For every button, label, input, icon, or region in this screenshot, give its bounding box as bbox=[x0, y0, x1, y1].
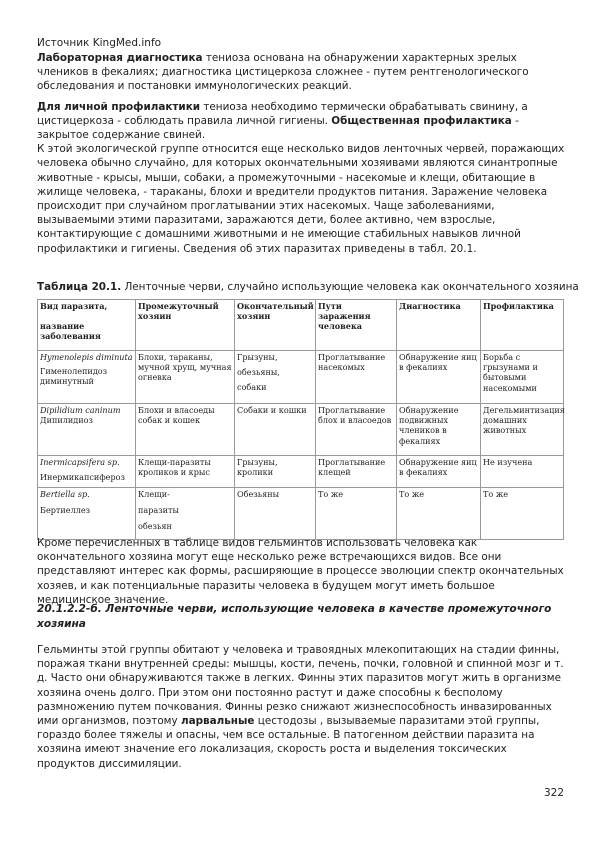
table-header-row bbox=[38, 300, 564, 351]
lab-diagnosis-text: тениоза основана на обнаружении характерных зрелых члеников в фекалиях; диагностика цистицеркоза сложнее - путем рентгенологического обследования и постановки иммунологических реакций. bbox=[37, 52, 529, 93]
section-heading: 20.1.2.2-б. Ленточные черви, использующие человека в качестве промежуточного хозяина bbox=[37, 603, 552, 630]
after-table-paragraph: Кроме перечисленных в таблице видов гельминтов использовать человека как окончательного хозяина могут еще несколько реже встречающихся видов. Все они представляют интерес как формы, расширяющие в процессе эволюции спектр окончательных хозяев, и как потенциальные паразиты человека в будущем могут иметь большое медицинское значение. bbox=[37, 537, 564, 606]
final-line: собаки bbox=[237, 382, 267, 393]
table-row bbox=[38, 351, 564, 404]
header-species-line1: Вид паразита, bbox=[40, 301, 108, 311]
header-final-host: Окончательный хозяин bbox=[235, 300, 316, 351]
cell-diagnosis: То же bbox=[397, 488, 481, 540]
table-caption-text: Ленточные черви, случайно использующие человека как окончательного хозяина bbox=[121, 281, 579, 293]
header-species bbox=[38, 300, 136, 351]
final-text-2: цестодозы , вызываемые паразитами этой группы, гораздо более тяжелы и опасны, чем все остальные. В патогенном действии паразита на хозяина имеют значение его локализация, скорость роста и выделения токсических продуктов диссимиляции. bbox=[37, 715, 540, 770]
cell-prevention: Дегельминтизация домашних животных bbox=[481, 404, 564, 456]
header-infection-route: Пути заражения человека bbox=[316, 300, 397, 351]
table-row bbox=[38, 488, 564, 540]
cell-diagnosis: Обнаружение яиц в фекалиях bbox=[397, 351, 481, 404]
final-line: Грызуны, bbox=[237, 352, 278, 362]
intermediate-line: паразиты bbox=[138, 505, 179, 516]
cell-prevention: То же bbox=[481, 488, 564, 540]
final-line: обезьяны, bbox=[237, 367, 280, 378]
intermediate-line: обезьян bbox=[138, 521, 172, 532]
cell-diagnosis: Обнаружение подвижных члеников в фекалиях bbox=[397, 404, 481, 456]
cell-intermediate: Блохи, тараканы, мучной хрущ, мучная огневка bbox=[136, 351, 235, 404]
header-intermediate-host: Промежуточный хозяин bbox=[136, 300, 235, 351]
cell-species bbox=[38, 404, 136, 456]
disease-name: Дипилидиоз bbox=[40, 415, 93, 426]
personal-prophylaxis-term: Для личной профилактики bbox=[37, 100, 201, 113]
table-row bbox=[38, 404, 564, 456]
species-latin: Bertiella sp. bbox=[40, 489, 90, 499]
lab-diagnosis-paragraph bbox=[37, 51, 567, 94]
larval-term: ларвальные bbox=[180, 715, 255, 728]
cell-route: Проглатывание клещей bbox=[316, 456, 397, 488]
species-latin: Hymenolepis diminuta bbox=[40, 352, 133, 362]
cell-intermediate: Блохи и власоеды собак и кошек bbox=[136, 404, 235, 456]
cell-intermediate: Клещи-паразиты кроликов и крыс bbox=[136, 456, 235, 488]
table-caption bbox=[37, 281, 579, 293]
disease-name: Инермикапсифероз bbox=[40, 472, 125, 483]
header-species-line2: название заболевания bbox=[40, 321, 101, 342]
source-label: Источник KingMed.info bbox=[37, 37, 162, 49]
prophylaxis-paragraph bbox=[37, 100, 567, 143]
public-prophylaxis-text: - закрытое содержание свиней. bbox=[37, 114, 519, 142]
cell-route: Проглатывание блох и власоедов bbox=[316, 404, 397, 456]
parasites-table bbox=[37, 299, 564, 540]
final-text-1: Гельминты этой группы обитают у человека и травоядных млекопитающих на стадии финны, поражая ткани внутренней среды: мышцы, кости, печень, почки, головной и спинной мозг и т. д. Часто они обнаруживаются также в легких. Финны этих паразитов могут жить в организме хозяина очень долго. При этом они постоянно растут и даже способны к бесполому размножению путем почкования. Финны резко снижают жизнеспособность инвазированных ими организмов, поэтому bbox=[37, 644, 564, 728]
intro-block bbox=[37, 51, 567, 256]
personal-prophylaxis-text: тениоза необходимо термически обрабатывать свинину, а цистицеркоза - соблюдать правила личной гигиены. bbox=[37, 100, 528, 127]
header-diagnosis: Диагностика bbox=[397, 300, 481, 351]
disease-name: Бертиеллез bbox=[40, 505, 91, 516]
cell-final: Обезьяны bbox=[235, 488, 316, 540]
page-number: 322 bbox=[544, 787, 565, 799]
ecological-group-paragraph: К этой экологической группе относится еще несколько видов ленточных червей, поражающих человека обычно случайно, для которых окончательными хозяивами являются синантропные животные - крысы, мыши, собаки, а промежуточными - насекомые и клещи, обитающие в жилище человека, - тараканы, блохи и вредители продуктов питания. Заражение человека происходит при случайном проглатывании этих насекомых. Чаще заболеваниями, вызываемыми этими паразитами, заражаются дети, более активно, чем взрослые, контактирующие с домашними животными и не имеющие стабильных навыков личной профилактики и гигиены. Сведения об этих паразитах приведены в табл. 20.1. bbox=[37, 143, 565, 255]
species-latin: Dipilidium caninum bbox=[40, 405, 121, 415]
cell-final: Грызуны, кролики bbox=[235, 456, 316, 488]
disease-name: Гименолепидоз диминутный bbox=[40, 366, 108, 387]
cell-route: Проглатывание насекомых bbox=[316, 351, 397, 404]
lab-diagnosis-term: Лабораторная диагностика bbox=[37, 52, 203, 64]
cell-diagnosis: Обнаружение яиц в фекалиях bbox=[397, 456, 481, 488]
cell-prevention: Борьба с грызунами и бытовыми насекомыми bbox=[481, 351, 564, 404]
header-prevention: Профилактика bbox=[481, 300, 564, 351]
species-latin: Inermicapsifera sp. bbox=[40, 457, 120, 467]
cell-species bbox=[38, 351, 136, 404]
cell-species bbox=[38, 488, 136, 540]
intermediate-line: Клещи- bbox=[138, 489, 170, 499]
cell-intermediate bbox=[136, 488, 235, 540]
public-prophylaxis-term: Общественная профилактика bbox=[331, 114, 512, 127]
cell-species bbox=[38, 456, 136, 488]
cell-final bbox=[235, 351, 316, 404]
cell-final: Собаки и кошки bbox=[235, 404, 316, 456]
cell-route: То же bbox=[316, 488, 397, 540]
table-row bbox=[38, 456, 564, 488]
final-paragraph bbox=[37, 643, 567, 771]
cell-prevention: Не изучена bbox=[481, 456, 564, 488]
table-caption-label: Таблица 20.1. bbox=[37, 281, 122, 293]
